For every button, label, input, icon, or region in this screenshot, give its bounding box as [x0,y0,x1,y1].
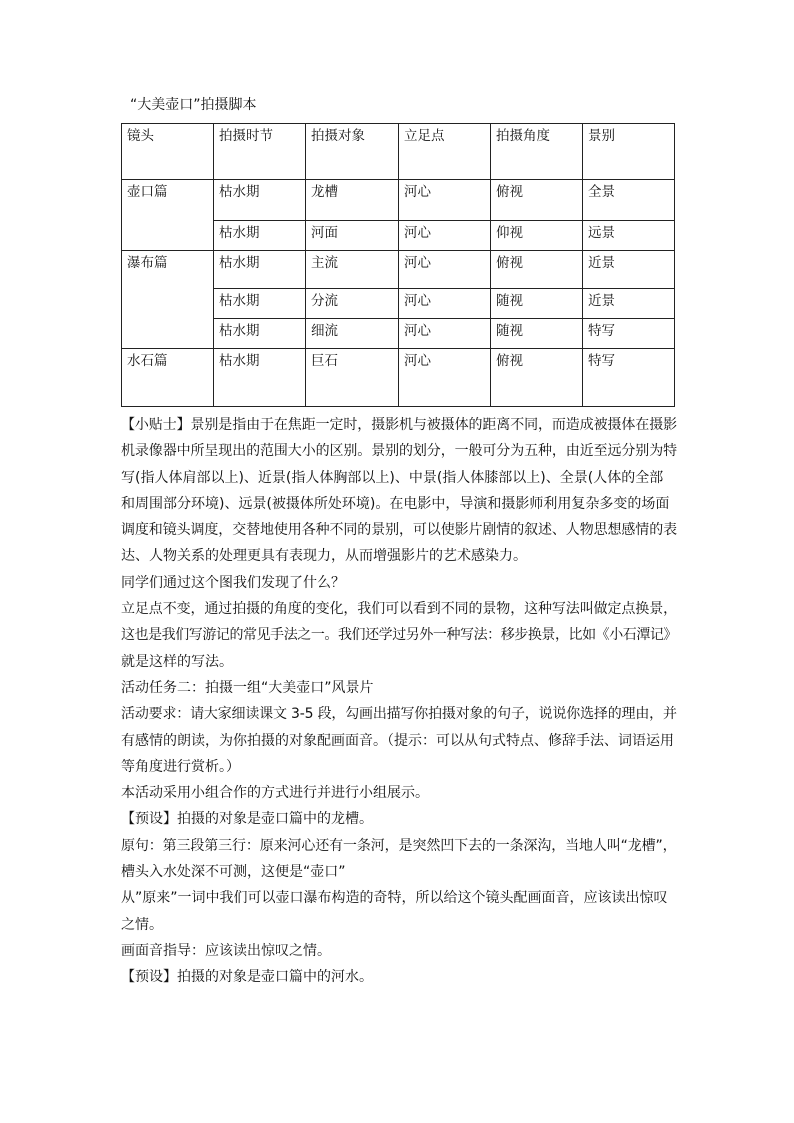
text-line: 之情。 [121,916,163,933]
table-cell: 河心 [399,289,491,319]
paragraph [121,885,677,938]
header-cell: 景别 [583,124,675,180]
paragraph [121,570,677,596]
table-cell: 全景 [583,180,675,221]
text-line: 这也是我们写游记的常见手法之一。我们还学过另外一种写法：移步换景，比如《小石潭记》 [121,627,677,644]
table-cell: 随视 [491,319,583,349]
table-cell: 巨石 [306,349,399,407]
text-line: 就是这样的写法。 [121,653,233,670]
text-line: 写(指人体肩部以上)、近景(指人体胸部以上)、中景(指人体膝部以上)、全景(人体的全部 [121,469,664,486]
table-cell: 近景 [583,289,675,319]
header-cell: 拍摄时节 [214,124,306,180]
table-cell: 俯视 [491,349,583,407]
text-line: 调度和镜头调度，交替地使用各种不同的景别，可以使影片剧情的叙述、人物思想感情的表 [121,522,677,539]
text-line: 原句：第三段第三行：原来河心还有一条河，是突然凹下去的一条深沟，当地人叫“龙槽”， [121,837,677,854]
table-row [122,180,675,221]
table-cell: 龙槽 [306,180,399,221]
group-cell: 壶口篇 [122,180,214,251]
table-cell: 河心 [399,180,491,221]
paragraph [121,938,677,964]
table-header-row [122,124,675,180]
text-line: 活动要求：请大家细读课文 3-5 段，勾画出描写你拍摄对象的句子，说说你选择的理由，并 [121,706,677,723]
table-cell: 主流 [306,251,399,289]
header-cell: 拍摄角度 [491,124,583,180]
table-cell: 枯水期 [214,221,306,251]
paragraph [121,675,677,701]
table-cell: 枯水期 [214,180,306,221]
text-line: 本活动采用小组合作的方式进行并进行小组展示。 [121,785,429,802]
text-line: 【预设】拍摄的对象是壶口篇中的龙槽。 [121,811,373,828]
table-cell: 枯水期 [214,349,306,407]
script-title: “大美壶口”拍摄脚本 [130,97,257,113]
header-cell: 镜头 [122,124,214,180]
table-cell: 枯水期 [214,319,306,349]
paragraph [121,701,677,780]
table-cell: 近景 [583,251,675,289]
table-cell: 枯水期 [214,251,306,289]
paragraph [121,596,677,675]
paragraph [121,964,677,990]
table-cell: 河心 [399,251,491,289]
text-line: 【小贴士】景别是指由于在焦距一定时，摄影机与被摄体的距离不同，而造成被摄体在摄影 [121,417,677,433]
body-text [121,412,677,991]
paragraph [121,806,677,832]
text-line: 画面音指导：应该读出惊叹之情。 [121,942,331,959]
text-line: 等角度进行赏析。） [121,758,240,775]
text-line: 有感情的朗读，为你拍摄的对象配画面音。（提示：可以从句式特点、修辞手法、词语运用 [121,732,674,749]
table-cell: 俯视 [491,180,583,221]
table-cell: 特写 [583,319,675,349]
shooting-script-table [121,123,675,407]
text-line: 达、人物关系的处理更具有表现力，从而增强影片的艺术感染力。 [121,548,527,565]
table-cell: 河心 [399,221,491,251]
paragraph [121,412,677,570]
table-row [122,251,675,289]
text-line: 【预设】拍摄的对象是壶口篇中的河水。 [121,969,373,986]
table-cell: 枯水期 [214,289,306,319]
table-cell: 随视 [491,289,583,319]
paragraph [121,833,677,886]
text-line: 活动任务二：拍摄一组“大美壶口”风景片 [121,679,374,696]
header-cell: 拍摄对象 [306,124,399,180]
table-cell: 俯视 [491,251,583,289]
text-line: 槽头入水处深不可测，这便是“壶口” [121,864,346,881]
header-cell: 立足点 [399,124,491,180]
table-cell: 河面 [306,221,399,251]
table-cell: 特写 [583,349,675,407]
text-line: 同学们通过这个图我们发现了什么？ [121,574,345,591]
table-cell: 远景 [583,221,675,251]
text-line: 机录像器中所呈现出的范围大小的区别。景别的划分，一般可分为五种，由近至远分别为特 [121,443,677,460]
table-cell: 细流 [306,319,399,349]
group-cell: 水石篇 [122,349,214,407]
group-cell: 瀑布篇 [122,251,214,349]
table-cell: 河心 [399,349,491,407]
table-cell: 仰视 [491,221,583,251]
table-cell: 河心 [399,319,491,349]
text-line: 从”原来”一词中我们可以壶口瀑布构造的奇特，所以给这个镜头配画面音，应该读出惊叹 [121,890,668,907]
text-line: 和周围部分环境)、远景(被摄体所处环境)。在电影中，导演和摄影师利用复杂多变的场面 [121,495,670,512]
table-row [122,349,675,407]
text-line: 立足点不变，通过拍摄的角度的变化，我们可以看到不同的景物，这种写法叫做定点换景， [121,601,677,618]
table-cell: 分流 [306,289,399,319]
paragraph [121,780,677,806]
